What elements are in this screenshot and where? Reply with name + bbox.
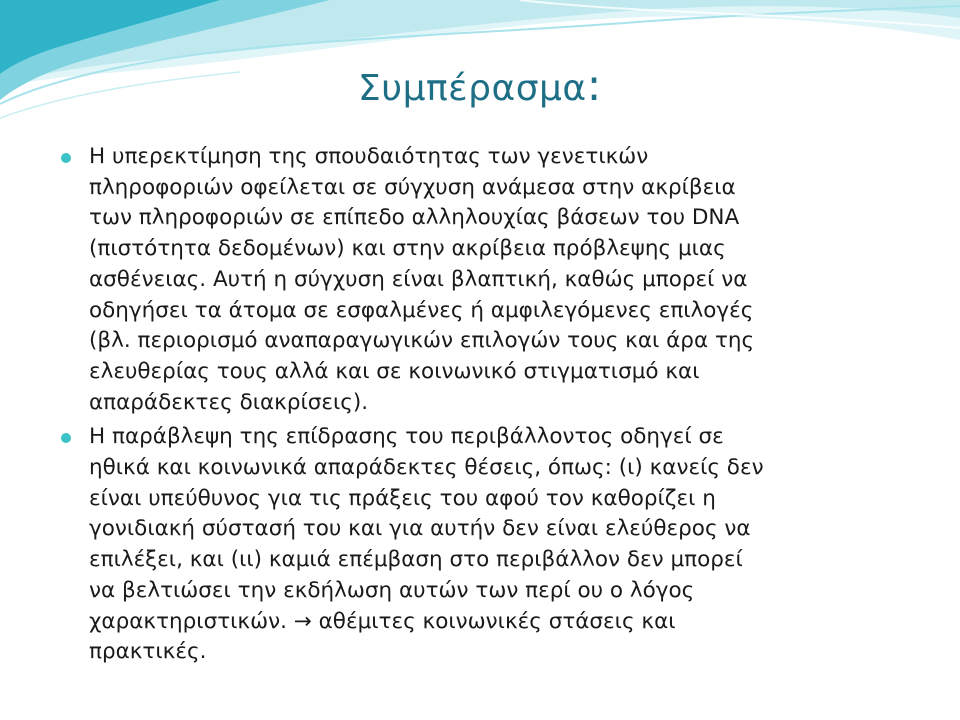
bullet-line: Η παράβλεψη της επίδρασης του περιβάλλοντος οδηγεί σε — [89, 424, 724, 450]
bullet-line: πρακτικές. — [89, 639, 207, 665]
bullet-line: ελευθερίας τους αλλά και σε κοινωνικό στιγματισμό και — [89, 358, 700, 384]
bullet-line: (πιστότητα δεδομένων) και στην ακρίβεια πρόβλεψης μιας — [89, 236, 726, 262]
bullet-line: (βλ. περιορισμό αναπαραγωγικών επιλογών τους και άρα της — [89, 328, 755, 354]
slide-title-colon: : — [586, 60, 602, 111]
bullet-line: πληροφοριών οφείλεται σε σύγχυση ανάμεσα στην ακρίβεια — [89, 174, 736, 200]
bullet-line: να βελτιώσει την εκδήλωση αυτών των περί ου ο λόγος — [89, 577, 695, 603]
bullet-line: είναι υπεύθυνος για τις πράξεις του αφού τον καθορίζει η — [89, 485, 716, 511]
bullet-line: χαρακτηριστικών. → αθέμιτες κοινωνικές στάσεις και — [89, 608, 676, 634]
slide-title-text: Συμπέρασμα — [358, 68, 587, 109]
bullet-line: ασθένειας. Αυτή η σύγχυση είναι βλαπτική, καθώς μπορεί να — [89, 266, 748, 292]
bullet-dot-icon — [61, 433, 71, 443]
bullet-line: ηθικά και κοινωνικά απαράδεκτες θέσεις, όπως: (ι) κανείς δεν — [89, 455, 764, 481]
slide-title — [0, 62, 960, 113]
bullet-line: επιλέξει, και (ιι) καμιά επέμβαση στο περιβάλλον δεν μπορεί — [89, 547, 743, 573]
bullet-line: απαράδεκτες διακρίσεις). — [89, 389, 369, 415]
bullet-line: οδηγήσει τα άτομα σε εσφαλμένες ή αμφιλεγόμενες επιλογές — [89, 297, 754, 323]
bullet-line: των πληροφοριών σε επίπεδο αλληλουχίας βάσεων του DNA — [89, 205, 740, 231]
bullet-line: γονιδιακή σύστασή του και για αυτήν δεν είναι ελεύθερος να — [89, 516, 751, 542]
slide-body — [60, 142, 940, 672]
bullet-dot-icon — [61, 153, 71, 163]
bullet-item-2 — [60, 422, 940, 668]
bullet-line: Η υπερεκτίμηση της σπουδαιότητας των γενετικών — [89, 144, 649, 169]
bullet-item-1 — [60, 142, 940, 418]
